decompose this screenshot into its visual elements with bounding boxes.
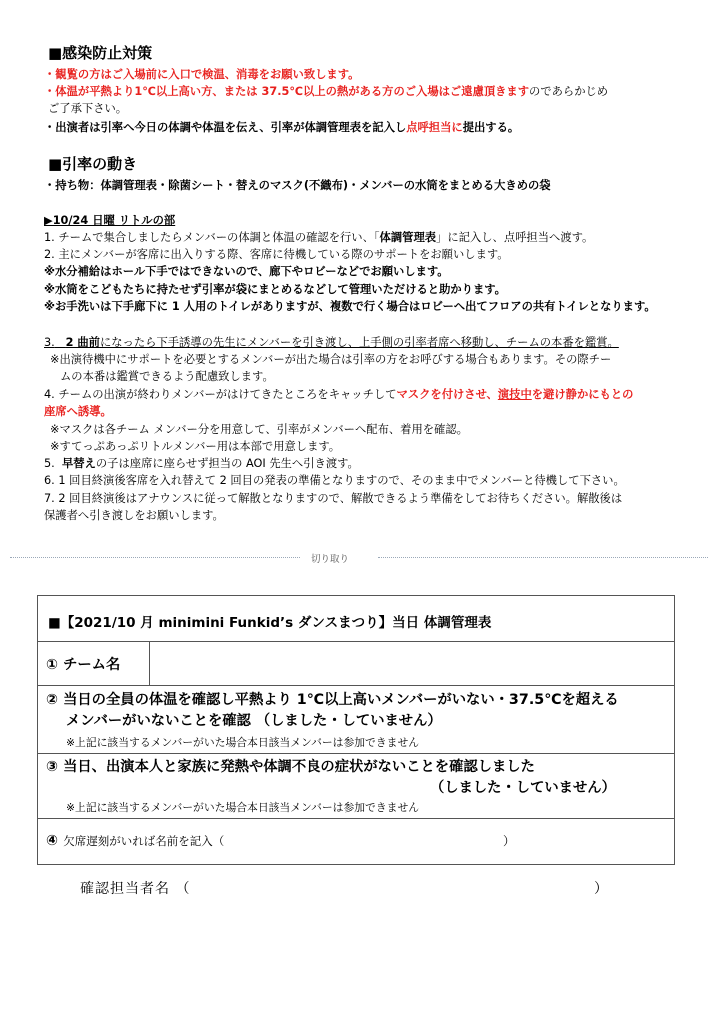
step-5-num: 5. — [44, 457, 55, 470]
step-4-red-3: を避け静かにもとの — [531, 388, 634, 401]
cut-line-right — [378, 557, 708, 558]
question-2-note: ※上記に該当するメンバーがいた場合本日該当メンバーは参加できません — [66, 736, 420, 749]
step-1-post: 」に記入し、点呼担当へ渡す。 — [436, 231, 594, 244]
prevention-line-2 — [44, 83, 608, 100]
team-name-field[interactable] — [151, 643, 671, 683]
step-1-bold: 体調管理表 — [379, 231, 437, 244]
step-4-pre: 4. チームの出演が終わりメンバーがはけてきたところをキャッチして — [44, 388, 397, 401]
prevention-line-3: ご了承下さい。 — [48, 102, 128, 115]
schedule-title: ▶10/24 日曜 リトルの部 — [44, 214, 176, 227]
step-5-bold: 早替え — [61, 457, 96, 470]
team-name-divider — [149, 641, 150, 685]
step-3-bold: 2 曲前 — [65, 336, 100, 349]
question-3-note: ※上記に該当するメンバーがいた場合本日該当メンバーは参加できません — [66, 801, 420, 814]
question-4-label: 欠席遅刻がいれば名前を記入（ — [63, 834, 225, 848]
question-4 — [46, 830, 224, 849]
prevention-line-4-red: 点呼担当に — [406, 121, 463, 134]
schedule-step-4 — [44, 386, 633, 403]
schedule-step-5 — [44, 455, 359, 472]
question-4-num: ④ — [46, 833, 59, 849]
movement-heading: ■引率の動き — [48, 155, 138, 173]
prevention-heading: ■感染防止対策 — [48, 44, 153, 62]
schedule-step-7b: 保護者へ引き渡しをお願いします。 — [44, 509, 224, 522]
schedule-step-2: 2. 主にメンバーが客席に出入りする際、客席に待機している際のサポートをお願いします。 — [44, 248, 509, 261]
form-divider-1 — [38, 641, 674, 642]
question-3-line-2: （しました・していません） — [430, 780, 616, 796]
form-title: ■【2021/10 月 minimini Funkid’s ダンスまつり】当日 体調管理表 — [48, 615, 492, 631]
question-2-line-2: メンバーがいないことを確認 （しました・していません） — [66, 713, 442, 729]
schedule-step-7a: 7. 2 回目終演後はアナウンスに従って解散となりますので、解散できるよう準備をしてお待ちください。解散後は — [44, 492, 623, 505]
question-3-line-1: ③ 当日、出演本人と家族に発熱や体調不良の症状がないことを確認しました — [46, 759, 535, 775]
step-4-note-2: ※すてっぷあっぷリトルメンバー用は本部で用意します。 — [50, 440, 341, 453]
health-form — [37, 595, 675, 865]
step-4-red-4: 座席へ誘導。 — [44, 405, 112, 418]
confirm-close: ） — [594, 881, 608, 897]
schedule-note-3: ※お手洗いは下手廊下に 1 人用のトイレがありますが、複数で行く場合はロビーへ出てフロアの共有トイレとなります。 — [44, 300, 656, 313]
step-1-pre: 1. チームで集合しましたらメンバーの体調と体温の確認を行い、「 — [44, 231, 380, 244]
confirm-label: 確認担当者名 （ — [80, 881, 191, 897]
prevention-line-1: ・観覧の方はご入場前に入口で検温、消毒をお願い致します。 — [44, 68, 360, 81]
schedule-note-1: ※水分補給はホール下手ではできないので、廊下やロビーなどでお願いします。 — [44, 265, 449, 278]
prevention-line-4-pre: ・出演者は引率へ今日の体調や体温を伝え、引率が体調管理表を記入し — [44, 121, 407, 134]
question-2-line-1: ② 当日の全員の体温を確認し平熱より 1℃以上高いメンバーがいない・37.5℃を超える — [46, 692, 619, 708]
prevention-line-2-rest: のであらかじめ — [529, 85, 609, 98]
confirm-name-field[interactable] — [210, 874, 590, 900]
team-label: ① チーム名 — [46, 657, 121, 673]
cut-line-left — [10, 557, 300, 558]
step-3-note-2: ムの本番は鑑賞できるよう配慮致します。 — [60, 370, 274, 383]
step-3-note-1: ※出演待機中にサポートを必要とするメンバーが出た場合は引率の方をお呼びする場合もあります。その際チー — [50, 353, 612, 366]
step-5-rest: の子は座席に座らせず担当の AOI 先生へ引き渡す。 — [95, 457, 359, 470]
step-3-rest: になったら下手誘導の先生にメンバーを引き渡し、上手側の引率者席へ移動し、チームの本番を鑑賞。 — [99, 336, 619, 349]
schedule-step-6: 6. 1 回目終演後客席を入れ替えて 2 回目の発表の準備となりますので、そのまま中でメンバーと待機して下さい。 — [44, 474, 625, 487]
cut-label: 切り取り — [311, 554, 350, 565]
schedule-step-1 — [44, 229, 593, 246]
form-divider-2 — [38, 685, 674, 686]
movement-items: ・持ち物：体調管理表・除菌シート・替えのマスク(不織布)・メンバーの水筒をまとめる大きめの袋 — [44, 179, 551, 192]
prevention-line-2-red: ・体温が平熱より1℃以上高い方、または 37.5℃以上の熱がある方のご入場はご遠慮頂きます — [44, 85, 530, 98]
schedule-note-2: ※水筒をこどもたちに持たせず引率が袋にまとめるなどして管理いただけると助かります。 — [44, 283, 506, 296]
form-divider-3 — [38, 753, 674, 754]
step-4-red-2: 演技中 — [497, 388, 532, 401]
schedule-step-3 — [44, 334, 619, 351]
prevention-line-4-post: 提出する。 — [462, 121, 520, 134]
form-divider-4 — [38, 818, 674, 819]
step-4-note-1: ※マスクは各チーム メンバー分を用意して、引率がメンバーへ配布、着用を確認。 — [50, 423, 468, 436]
step-4-red-1: マスクを付けさせ、 — [396, 388, 498, 401]
step-3-num: 3. — [44, 336, 55, 349]
absence-name-field[interactable] — [230, 827, 500, 851]
question-4-close: ） — [503, 834, 516, 848]
prevention-line-4 — [44, 119, 519, 136]
